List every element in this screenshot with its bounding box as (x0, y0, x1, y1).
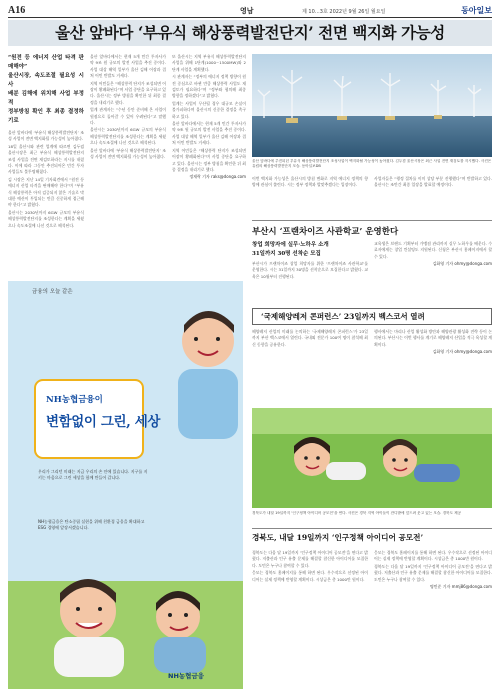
gyeongbuk-headline: 경북도, 내달 19일까지 ‘인구정책 아이디어 공모전’ (252, 533, 424, 542)
divider (252, 528, 492, 529)
paragraph: 경북도는 다음 달 19일까지 ‘인구정책 아이디어 공모전’을 연다고 밝혔다. 저출산과 인구 유출 문제를 해결할 참신한 아이디어를 모집한다. 도민은 누구나 참여할 수 있다. (252, 550, 368, 568)
paragraph: 해양레저 산업의 미래를 논의하는 ‘국제해양레저 콘퍼런스’가 23일까지 부산 벡스코에서 열린다. 국내외 전문가 100여 명이 참석해 최신 동향을 공유한다. (252, 329, 368, 347)
masthead (8, 4, 492, 18)
busan-col1 (252, 241, 368, 305)
paragraph: 응모는 경북도 홈페이지를 통해 하면 된다. 우수작으로 선정된 아이디어는 실제 정책에 반영할 계획이다. 시상금은 총 1000만 원이다. (252, 570, 368, 582)
issue-date: 제 10…3호 2022년 9월 26일 월요일 (302, 9, 386, 15)
busan-byline: 김화영 기자 ohmy@donga.com (432, 261, 492, 267)
subhead-1: “원전 등 에너지 산업 타격 판매해야” (8, 55, 84, 70)
divider (252, 220, 492, 221)
paragraph: 사업자들은 “행정 절차를 이미 상당 부분 진행했다”며 반발하고 있다. 울산시는 조만간 최종 입장을 발표할 예정이다. (374, 176, 492, 188)
lead-paragraph: 울산 앞바다에서는 현재 5개 민간 투자사가 약 9조 원 규모의 발전 사업을 추진 중이다. 사업 대상 해역 일부가 울산 김해 어장과 겹쳐 어민 반발도 거세다. (172, 121, 246, 146)
nh-advertisement (8, 281, 243, 689)
lead-paragraph: 업계 관계자는 “수년 동안 준비해 온 사업이 원점으로 돌아갈 수 있어 우려된다”고 말했다. (90, 107, 166, 126)
busan-col2 (374, 241, 492, 305)
lead-paragraph: 울산 앞바다에서는 현재 5개 민간 투자사가 약 9조 원 규모의 발전 사업을 추진 중이다. 사업 대상 해역 일부가 울산 김해 어장과 겹쳐 어민 반발도 거세다. (90, 54, 166, 79)
lead-byline: 정재락 기자 raks@donga.com (189, 174, 246, 180)
lead-story-col1 (8, 54, 84, 276)
festival-col1 (252, 329, 368, 405)
ad-slogan: 변함없이 그린, 세상 (46, 414, 161, 430)
paragraph: 응모는 경북도 홈페이지를 통해 하면 된다. 우수작으로 선정된 아이디어는 실제 정책에 반영할 계획이다. 시상금은 총 1000만 원이다. (374, 550, 492, 562)
subhead-2: 울산시장, 속도조절 필요성 시사 (8, 73, 84, 88)
subhead-4: 정부방침 확인 후 최종 결정하기로 (8, 109, 84, 124)
kids-photo-caption: 경북도가 내달 19일까지 ‘인구정책 아이디어 공모전’을 연다. 사진은 경북 지역 아이들이 잔디밭에 엎드려 웃고 있는 모습. 경북도 제공 (252, 511, 462, 515)
newspaper-logo: 동아일보 (461, 6, 492, 15)
subhead-3: 배분 김해에 위치해 사업 부정적 (8, 91, 84, 106)
ad-tagline: 금융의 오늘 같은 (32, 289, 73, 295)
lead-paragraph: 김 시장은 지난 14일 기자회견에서 “원전 등 에너지 산업 타격을 판매해야 한다”며 “부유식 해상풍력은 아직 검증되지 않은 기술로 막대한 예산이 투입되는 만큼 신중하게 접근해야 한다”고 밝혔다. (8, 176, 84, 208)
page-headline: 울산 앞바다 ‘부유식 해상풍력발전단지’ 전면 백지화 가능성 (8, 20, 492, 46)
festival-headline: ‘국제해양레저 콘퍼런스’ 23일까지 벡스코서 열려 (252, 308, 492, 325)
lead-paragraph: 울산 앞바다에 ‘부유식 해상풍력발전단지’ 조성 사업이 전면 백지화될 가능성이 높아졌다. (90, 147, 166, 160)
lead-paragraph: 또 울산시는 지역 부유식 해상풍력발전단지 사업을 위해 1단계(1000~1500MW)와 2단계 사업을 계획했다. (172, 54, 246, 72)
lead-paragraph: 18일 울산시와 관련 업계에 따르면 김두겸 울산시장은 최근 부유식 해상풍력발전단지 조성 사업을 전면 재검토하라는 지시를 내렸다. 이에 따라 그동안 추진되어온 민간 투자 사업들도 불투명해졌다. (8, 143, 84, 175)
lead-paragraph: 울산시는 2030년까지 6GW 규모의 부유식 해상풍력발전단지를 조성한다는 계획을 세웠으나 속도조절에 나선 것으로 해석된다. (90, 127, 166, 146)
paragraph: 부산시가 프랜차이즈 창업 희망자를 위한 ‘프랜차이즈 사관학교’를 운영한다. 시는 31일까지 30명을 선착순으로 모집한다고 밝혔다. 교육은 10월부터 진행된다. (252, 261, 368, 279)
photo-caption: 울산 앞바다에 추진되던 부유식 해상풍력발전단지 조성사업이 백지화될 가능성이 높아졌다. 김두겸 울산시장은 최근 사업 전면 재검토를 지시했다. 사진은 유럽의 해상풍력발전단지 모습. 동아일보DB (252, 159, 492, 168)
paragraph: 교육생은 브랜드 기획부터 가맹점 관리까지 실무 노하우를 배운다. 수료자에게는 창업 컨설팅도 지원된다. 신청은 부산시 홈페이지에서 할 수 있다. (374, 241, 492, 259)
lead-paragraph: 지역 어민들은 “해상풍력 단지가 조성되면 어장이 황폐화된다”며 사업 중단을 요구하고 있다. 울산시는 정부 방침을 확인한 뒤 최종 결정을 내리기로 했다. (172, 147, 246, 172)
lead-paragraph: 업계는 사업이 무산될 경우 대규모 손실이 불가피하다며 울산시의 신중한 결정을 촉구하고 있다. (172, 100, 246, 119)
kids-photo (252, 408, 492, 508)
lead-paragraph: 울산 앞바다에 ‘부유식 해상풍력발전단지’ 조성 사업이 전면 백지화될 가능성이 높아졌다. (8, 130, 84, 142)
paragraph: 이번 백지화 가능성은 울산시의 방침 변화로 지역 에너지 정책의 향방에 관심이 쏠린다. 시는 정부 정책과 발맞추겠다는 입장이다. (252, 176, 368, 188)
nh-logo: NH농협금융 (168, 672, 204, 680)
lead-paragraph: 시 관계자는 “정부의 에너지 정책 방향이 원전 중심으로 바뀐 만큼 해상풍력 사업도 재검토가 필요하다”며 “정부와 협의해 최종 방향을 정하겠다”고 밝혔다. (172, 74, 246, 99)
top-right-col2 (374, 176, 492, 216)
lead-paragraph: 울산시는 2030년까지 6GW 규모의 부유식 해상풍력발전단지를 조성한다는 계획을 세웠으나 속도조절에 나선 것으로 해석된다. (8, 209, 84, 228)
paragraph: 행사에서는 마리나 산업 활성화 방안과 해양관광 활성화 전략 등이 논의된다. 부산시는 이번 행사를 계기로 해양레저 산업을 적극 육성할 계획이다. (374, 329, 492, 347)
busan-headline: 부산시 ‘프랜차이즈 사관학교’ 운영한다 (252, 227, 399, 237)
top-right-col1 (252, 176, 368, 216)
festival-byline: 김화영 기자 ohmy@donga.com (432, 349, 492, 355)
gyeongbuk-byline: 명민준 기자 mmj86@donga.com (429, 584, 492, 590)
gyeongbuk-col2 (374, 550, 492, 688)
busan-subhead-1: 창업 희망자에 실무·노하우 소개 (252, 242, 329, 248)
gyeongbuk-col1 (252, 550, 368, 688)
lead-paragraph: 지역 어민들은 “해상풍력 단지가 조성되면 어장이 황폐화된다”며 사업 중단을 요구하고 있다. 울산시는 정부 방침을 확인한 뒤 최종 결정을 내리기로 했다. (90, 80, 166, 105)
lead-story-col3 (172, 54, 246, 276)
lead-story-col2 (90, 54, 166, 276)
ad-body-2: NH농협금융은 탄소중립 실현을 위해 친환경 금융을 확대하고 ESG 경영에 앞장서겠습니다. (38, 519, 145, 530)
section-name: 영남 (240, 7, 254, 15)
wind-turbine-photo (252, 54, 492, 157)
ad-brand-line: NH농협금융이 (46, 395, 103, 405)
paragraph: 경북도는 다음 달 19일까지 ‘인구정책 아이디어 공모전’을 연다고 밝혔다. 저출산과 인구 유출 문제를 해결할 참신한 아이디어를 모집한다. 도민은 누구나 참여할 수 있다. (374, 563, 492, 582)
festival-col2 (374, 329, 492, 405)
ad-body-1: 우리가 그리던 미래는 지금 우리의 손 안에 있습니다. 지구를 지키는 마음으로 그린 세상을 함께 만들어 갑니다. (38, 469, 148, 480)
page-number: A16 (8, 5, 26, 16)
busan-subhead-2: 31일까지 30명 선착순 모집 (252, 251, 321, 257)
